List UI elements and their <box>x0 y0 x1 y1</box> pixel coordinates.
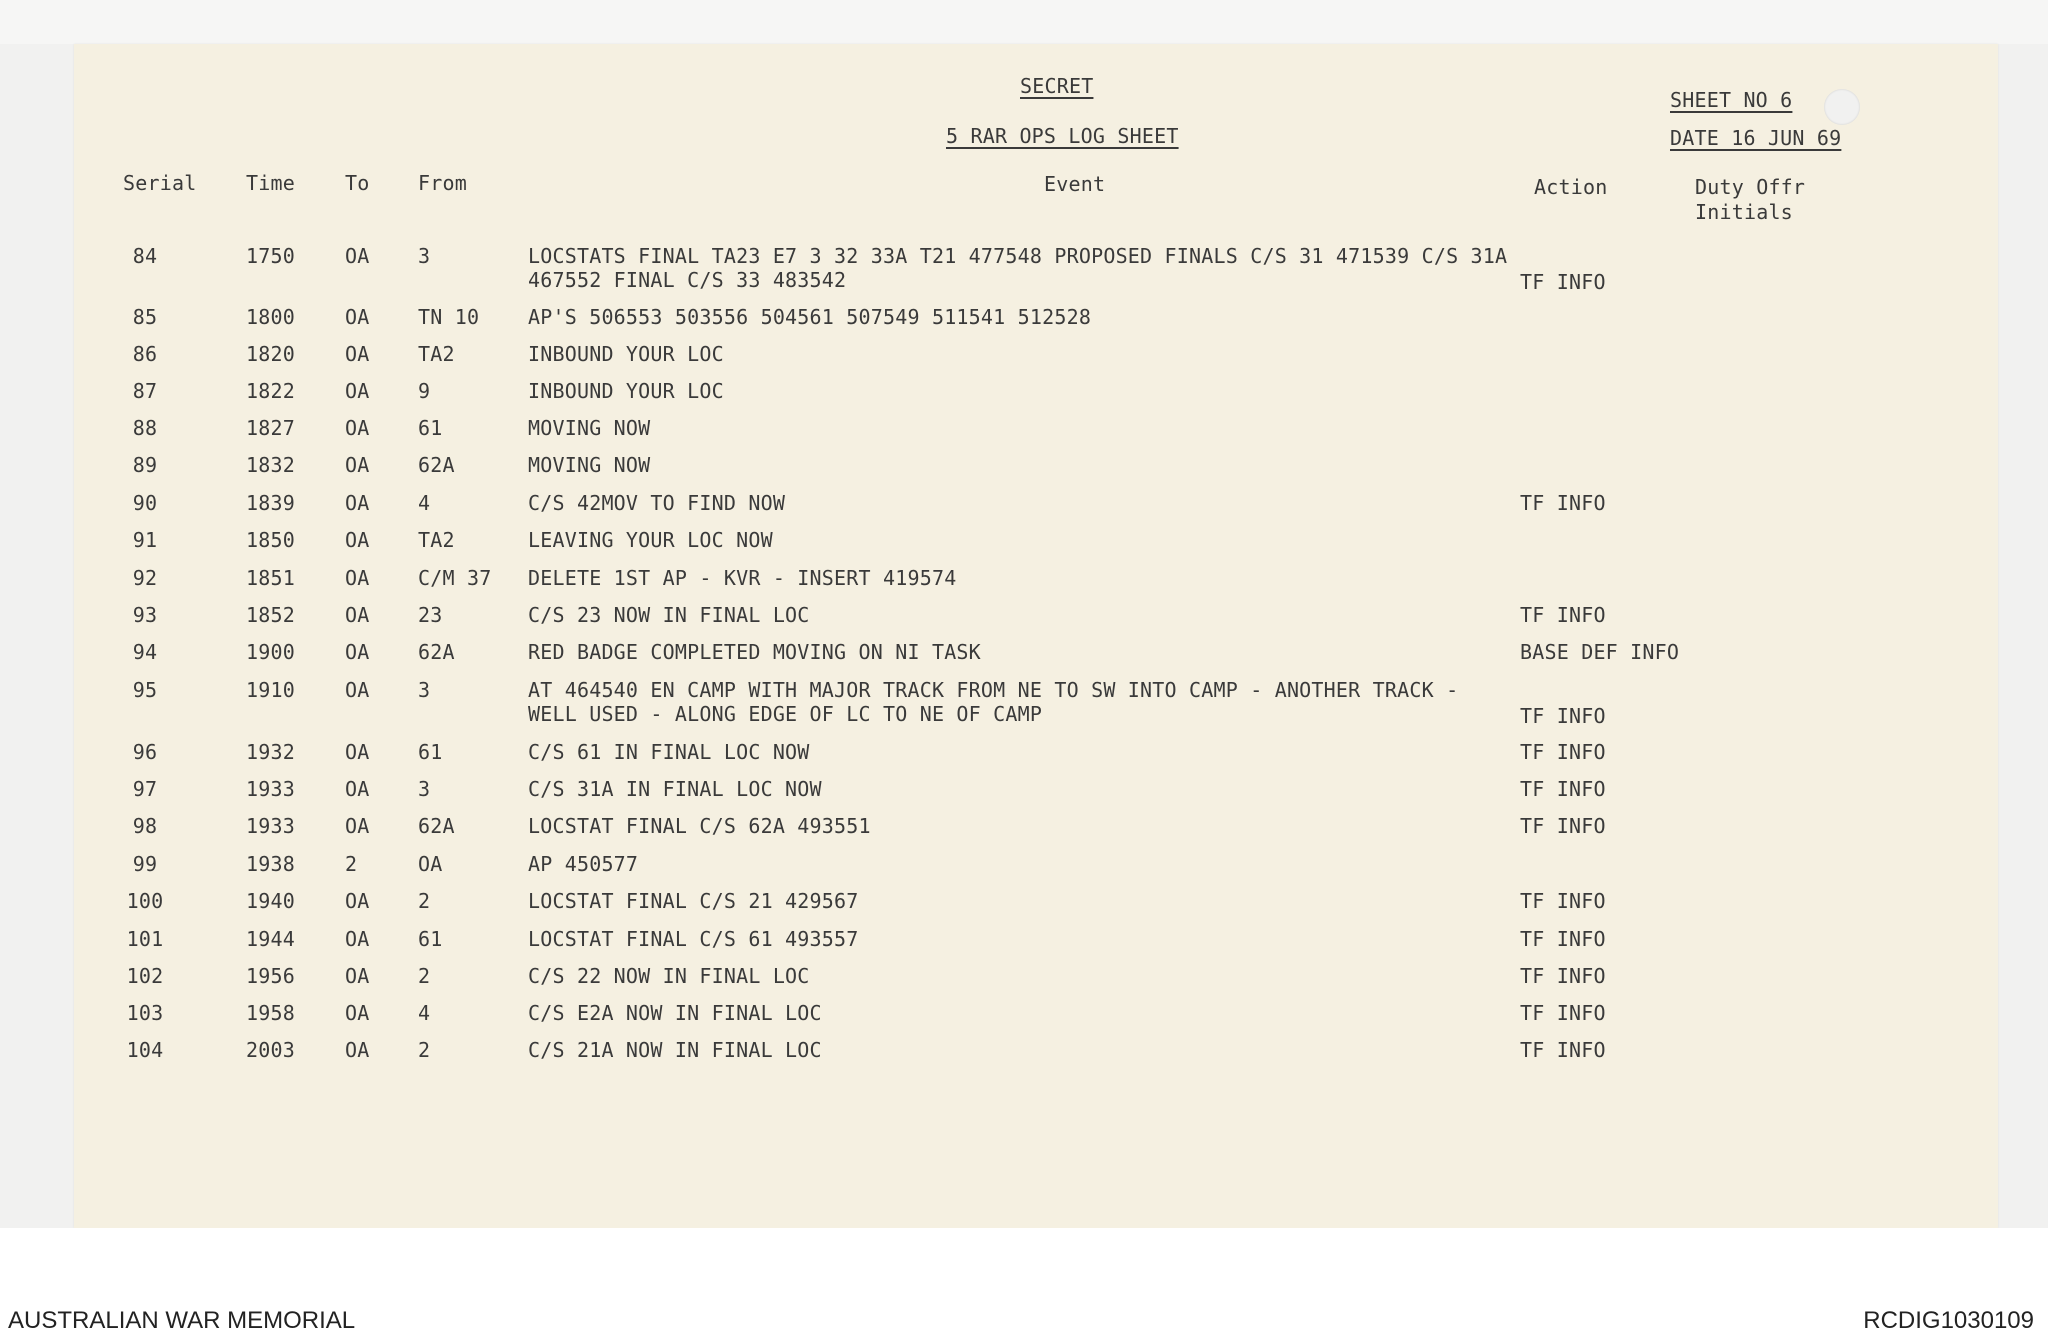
row-from: 23 <box>418 603 443 627</box>
row-time: 1827 <box>246 416 295 440</box>
row-to: OA <box>345 889 370 913</box>
row-time: 1850 <box>246 528 295 552</box>
row-time: 1839 <box>246 491 295 515</box>
row-serial: 84 <box>132 244 158 268</box>
document-title: 5 RAR OPS LOG SHEET <box>946 124 1179 148</box>
row-from: TN 10 <box>418 305 480 329</box>
row-time: 2003 <box>246 1038 295 1062</box>
row-serial: 89 <box>132 453 158 477</box>
row-to: OA <box>345 244 370 268</box>
row-time: 1933 <box>246 814 295 838</box>
column-header-time: Time <box>246 171 295 195</box>
row-event-line: RED BADGE COMPLETED MOVING ON NI TASK <box>528 640 981 664</box>
row-from: 4 <box>418 1001 431 1025</box>
row-action: TF INFO <box>1520 889 1606 913</box>
row-serial: 103 <box>126 1001 164 1025</box>
row-serial: 100 <box>126 889 164 913</box>
row-from: TA2 <box>418 342 455 366</box>
row-serial: 101 <box>126 927 164 951</box>
row-to: OA <box>345 566 370 590</box>
row-from: 2 <box>418 964 431 988</box>
row-action: TF INFO <box>1520 927 1606 951</box>
row-to: OA <box>345 342 370 366</box>
row-time: 1900 <box>246 640 295 664</box>
row-serial: 96 <box>132 740 158 764</box>
footer-institution: AUSTRALIAN WAR MEMORIAL <box>8 1307 356 1334</box>
row-event-line: LOCSTAT FINAL C/S 62A 493551 <box>528 814 871 838</box>
row-event-line: C/S 22 NOW IN FINAL LOC <box>528 964 810 988</box>
row-time: 1820 <box>246 342 295 366</box>
row-serial: 99 <box>132 852 158 876</box>
row-to: OA <box>345 491 370 515</box>
page-background-strip <box>0 0 2048 44</box>
row-event-line: DELETE 1ST AP - KVR - INSERT 419574 <box>528 566 957 590</box>
row-event-line: C/S 61 IN FINAL LOC NOW <box>528 740 810 764</box>
row-event-line: WELL USED - ALONG EDGE OF LC TO NE OF CAMP <box>528 702 1043 726</box>
row-to: OA <box>345 1038 370 1062</box>
row-time: 1932 <box>246 740 295 764</box>
row-from: 4 <box>418 491 431 515</box>
row-serial: 104 <box>126 1038 164 1062</box>
row-from: 2 <box>418 1038 431 1062</box>
row-time: 1958 <box>246 1001 295 1025</box>
row-from: OA <box>418 852 443 876</box>
classification-heading: SECRET <box>1020 74 1094 98</box>
row-event-line: INBOUND YOUR LOC <box>528 342 724 366</box>
row-action: TF INFO <box>1520 270 1606 294</box>
row-to: OA <box>345 740 370 764</box>
row-time: 1800 <box>246 305 295 329</box>
row-event-line: AT 464540 EN CAMP WITH MAJOR TRACK FROM NE TO SW INTO CAMP - ANOTHER TRACK - <box>528 678 1459 702</box>
row-from: 3 <box>418 777 431 801</box>
row-from: 61 <box>418 927 443 951</box>
row-time: 1851 <box>246 566 295 590</box>
row-from: 3 <box>418 244 431 268</box>
row-from: 9 <box>418 379 431 403</box>
row-serial: 98 <box>132 814 158 838</box>
row-event-line: AP 450577 <box>528 852 639 876</box>
row-serial: 87 <box>132 379 158 403</box>
row-from: 62A <box>418 453 455 477</box>
row-serial: 94 <box>132 640 158 664</box>
row-to: OA <box>345 603 370 627</box>
row-action: BASE DEF INFO <box>1520 640 1680 664</box>
row-action: TF INFO <box>1520 814 1606 838</box>
row-serial: 91 <box>132 528 158 552</box>
row-time: 1852 <box>246 603 295 627</box>
row-serial: 97 <box>132 777 158 801</box>
row-event-line: INBOUND YOUR LOC <box>528 379 724 403</box>
row-time: 1822 <box>246 379 295 403</box>
row-serial: 86 <box>132 342 158 366</box>
row-event-line: LOCSTAT FINAL C/S 21 429567 <box>528 889 859 913</box>
column-header-action: Action <box>1534 175 1608 199</box>
footer-record-id: RCDIG1030109 <box>1863 1307 2034 1334</box>
row-event-line: C/S 42MOV TO FIND NOW <box>528 491 786 515</box>
row-action: TF INFO <box>1520 491 1606 515</box>
row-event-line: C/S 31A IN FINAL LOC NOW <box>528 777 822 801</box>
row-from: 3 <box>418 678 431 702</box>
row-to: OA <box>345 305 370 329</box>
row-action: TF INFO <box>1520 1001 1606 1025</box>
row-serial: 85 <box>132 305 158 329</box>
row-to: 2 <box>345 852 358 876</box>
row-to: OA <box>345 640 370 664</box>
row-from: 61 <box>418 740 443 764</box>
row-event-line: LEAVING YOUR LOC NOW <box>528 528 773 552</box>
column-header-event: Event <box>1044 172 1106 196</box>
row-to: OA <box>345 964 370 988</box>
row-event-line: MOVING NOW <box>528 416 651 440</box>
row-to: OA <box>345 379 370 403</box>
row-event-line: C/S 23 NOW IN FINAL LOC <box>528 603 810 627</box>
row-event-line: 467552 FINAL C/S 33 483542 <box>528 268 847 292</box>
row-time: 1940 <box>246 889 295 913</box>
row-event-line: LOCSTATS FINAL TA23 E7 3 32 33A T21 477548 PROPOSED FINALS C/S 31 471539 C/S 31A <box>528 244 1508 268</box>
column-header-to: To <box>345 171 370 195</box>
row-time: 1956 <box>246 964 295 988</box>
row-serial: 92 <box>132 566 158 590</box>
row-to: OA <box>345 528 370 552</box>
row-event-line: AP'S 506553 503556 504561 507549 511541 512528 <box>528 305 1092 329</box>
row-serial: 90 <box>132 491 158 515</box>
row-serial: 88 <box>132 416 158 440</box>
row-from: C/M 37 <box>418 566 492 590</box>
row-from: 62A <box>418 814 455 838</box>
row-serial: 102 <box>126 964 164 988</box>
row-action: TF INFO <box>1520 964 1606 988</box>
sheet-number: SHEET NO 6 <box>1670 88 1793 112</box>
row-from: TA2 <box>418 528 455 552</box>
row-serial: 95 <box>132 678 158 702</box>
row-to: OA <box>345 927 370 951</box>
row-time: 1832 <box>246 453 295 477</box>
row-to: OA <box>345 453 370 477</box>
row-from: 61 <box>418 416 443 440</box>
row-from: 62A <box>418 640 455 664</box>
row-to: OA <box>345 1001 370 1025</box>
row-time: 1750 <box>246 244 295 268</box>
row-serial: 93 <box>132 603 158 627</box>
row-action: TF INFO <box>1520 740 1606 764</box>
row-action: TF INFO <box>1520 1038 1606 1062</box>
punch-hole <box>1824 89 1860 125</box>
row-time: 1938 <box>246 852 295 876</box>
sheet-date: DATE 16 JUN 69 <box>1670 126 1842 150</box>
row-action: TF INFO <box>1520 777 1606 801</box>
row-time: 1910 <box>246 678 295 702</box>
row-to: OA <box>345 814 370 838</box>
row-to: OA <box>345 777 370 801</box>
row-action: TF INFO <box>1520 704 1606 728</box>
row-to: OA <box>345 678 370 702</box>
row-from: 2 <box>418 889 431 913</box>
row-time: 1944 <box>246 927 295 951</box>
column-header-serial: Serial <box>123 171 197 195</box>
row-to: OA <box>345 416 370 440</box>
row-action: TF INFO <box>1520 603 1606 627</box>
row-event-line: C/S 21A NOW IN FINAL LOC <box>528 1038 822 1062</box>
column-header-from: From <box>418 171 467 195</box>
row-time: 1933 <box>246 777 295 801</box>
row-event-line: C/S E2A NOW IN FINAL LOC <box>528 1001 822 1025</box>
row-event-line: LOCSTAT FINAL C/S 61 493557 <box>528 927 859 951</box>
column-header-initials: Initials <box>1695 200 1793 224</box>
column-header-duty-offr: Duty Offr <box>1695 175 1806 199</box>
row-event-line: MOVING NOW <box>528 453 651 477</box>
